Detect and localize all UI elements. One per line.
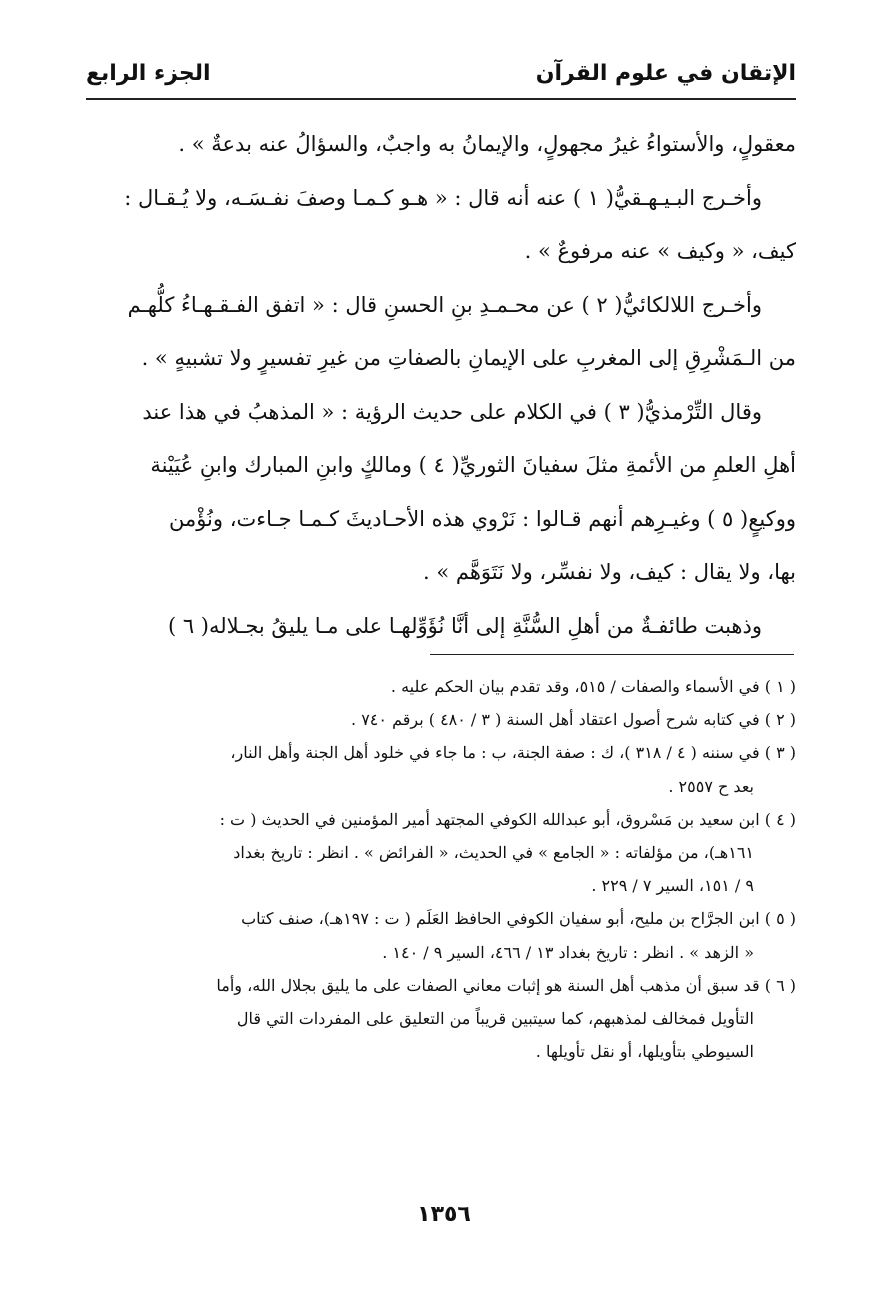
header-divider: [86, 98, 796, 100]
text-line: وذهبت طائفـةٌ من أهلِ السُّنَّةِ إلى أنَّا نُؤَوِّلهـا على مـا يليقُ بجـلاله( ٦ ): [167, 613, 762, 638]
text-line: كيف، « وكيف » عنه مرفوعٌ » .: [524, 239, 796, 263]
footnote-3: ( ٣ ) في سننه ( ٤ / ٣١٨ )، ك : صفة الجنة، ب : ما جاء في خلود أهل الجنة وأهل النار،: [230, 743, 796, 763]
footnote-6: ( ٦ ) قد سبق أن مذهب أهل السنة هو إثبات معاني الصفات على ما يليق بجلال الله، وأما: [216, 975, 796, 995]
footnote-3-continued: بعد ح ٢٥٥٧ .: [668, 776, 754, 796]
text-line: وأخـرج البـيـهـقيُّ( ١ ) عنه أنه قال : « هـو كـمـا وصفَ نفـسَـه، ولا يُـقـال :: [124, 185, 762, 210]
text-line: وأخـرج اللالكائيُّ( ٢ ) عن محـمـدِ بنِ الحسنِ قال : « اتفق الفـقـهـاءُ كلُّهـم: [127, 292, 762, 317]
footnote-6-continued: التأويل فمخالف لمذهبهم، كما سيتبين قريباً من التعليق على المفردات التي قال: [236, 1009, 754, 1029]
running-header: [86, 52, 796, 94]
footnote-5-continued: « الزهد » . انظر : تاريخ بغداد ١٣ / ٤٦٦، السير ٩ / ١٤٠ .: [382, 942, 754, 962]
text-line: أهلِ العلمِ من الأئمةِ مثلَ سفيانَ الثوريِّ( ٤ ) ومالكٍ وابنِ المبارك وابنِ عُيَيْنة: [150, 453, 796, 477]
footnote-4: ( ٤ ) ابن سعيد بن مَسْروق، أبو عبدالله الكوفي المجتهد أمير المؤمنين في الحديث ( ت :: [219, 809, 796, 829]
footnote-6-continued: السيوطي بتأويلها، أو نقل تأويلها .: [535, 1042, 754, 1062]
footnote-4-continued: ١٦١هـ)، من مؤلفاته : « الجامع » في الحديث، « الفرائض » . انظر : تاريخ بغداد: [233, 843, 754, 863]
text-line: من الـمَشْرِقِ إلى المغربِ على الإيمانِ بالصفاتِ من غيرِ تفسيرٍ ولا تشبيهٍ » .: [141, 346, 796, 370]
footnotes: [86, 670, 796, 1068]
text-line: معقولٍ، والأستواءُ غيرُ مجهولٍ، والإيمانُ به واجبٌ، والسؤالُ عنه بدعةٌ » .: [178, 132, 796, 156]
footnote-4-continued: ٩ / ١٥١، السير ٧ / ٢٢٩ .: [591, 876, 754, 896]
volume-label: الجزء الرابع: [86, 60, 211, 86]
page-number: ١٣٥٦: [417, 1202, 471, 1227]
book-title: الإتقان في علوم القرآن: [535, 60, 796, 86]
text-line: بها، ولا يقال : كيف، ولا نفسِّر، ولا نَتَوَهَّم » .: [422, 560, 796, 584]
footnote-1: ( ١ ) في الأسماء والصفات / ٥١٥، وقد تقدم بيان الحكم عليه .: [390, 677, 796, 696]
footnote-divider: [430, 654, 794, 655]
main-text: [86, 118, 796, 653]
text-line: ووكيعٍ( ٥ ) وغيـرِهم أنهم قـالوا : نَرْوي هذه الأحـاديثَ كـمـا جـاءت، ونُؤْمن: [168, 506, 796, 531]
footnote-2: ( ٢ ) في كتابه شرح أصول اعتقاد أهل السنة ( ٣ / ٤٨٠ ) برقم ٧٤٠ .: [351, 710, 796, 730]
footnote-5: ( ٥ ) ابن الجرَّاح بن مليح، أبو سفيان الكوفي الحافظ العَلَم ( ت : ١٩٧هـ)، صنف كتاب: [241, 909, 796, 929]
text-line: وقال التِّرْمذيُّ( ٣ ) في الكلام على حديث الرؤية : « المذهبُ في هذا عند: [142, 399, 762, 424]
